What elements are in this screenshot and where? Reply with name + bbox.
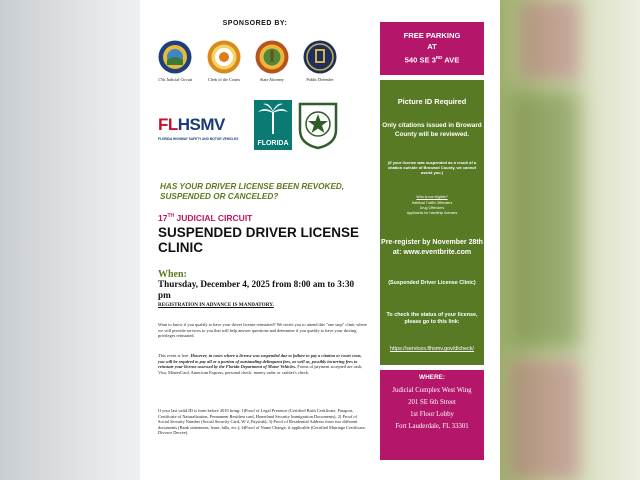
public-defender-seal-icon	[303, 40, 337, 74]
broward-only-notice: Only citations issued in Broward County will be reviewed.	[382, 122, 482, 138]
clerk-seal-icon	[207, 40, 241, 74]
flyer-document	[140, 0, 500, 480]
registration-notice: REGISTRATION IN ADVANCE IS MANDATORY.	[158, 302, 274, 308]
free-parking-box: FREE PARKING AT 540 SE 3RD AVE	[380, 22, 484, 75]
judicial-circuit-heading: 17TH JUDICIAL CIRCUIT	[158, 213, 253, 223]
not-eligible-item: Applicants for hardship licenses	[406, 211, 458, 215]
address-line: 1st Floor Lobby	[410, 411, 454, 418]
flhsmv-subtitle: FLORIDA HIGHWAY SAFETY AND MOTOR VEHICLES	[158, 137, 239, 141]
sponsored-by-heading: SPONSORED BY:	[222, 20, 288, 27]
sponsor-label: State Attorney	[259, 77, 285, 82]
palm-tree-icon	[254, 100, 292, 136]
eventbrite-event-name: (Suspended Driver License Clinic)	[388, 280, 476, 286]
documents-paragraph: If your last valid ID is from before 2010 bring: 1)Proof of Legal Presence (Certified Birth Certificate, Passport, Certificate of Naturalization, Permanent Resident card, Homeland Security Immigration Documents); 2) Proof of Social Security Number (Social Security Card, W-2, Paystub); 3) Proof of Residential Address from two different documents (Bank statements, lease, bills, etc.); 4)Proof of Name Change, if applicable (Certified Marriage Certificate, Divorce Decree).	[158, 408, 366, 436]
event-date-time: Thursday, December 4, 2025 from 8:00 am to 3:30 pm	[158, 279, 355, 300]
dlcheck-link[interactable]: https://services.flhsmv.gov/dlcheck/	[389, 346, 475, 352]
preregister-text: Pre-register by November 28th at: www.eventbrite.com	[381, 239, 483, 256]
not-eligible-item: Habitual Traffic Offenders	[411, 201, 453, 205]
blur-blob	[520, 0, 580, 80]
address-line: Fort Lauderdale, FL 33301	[395, 423, 469, 430]
state-attorney-seal-icon	[255, 40, 289, 74]
picture-id-required: Picture ID Required	[397, 97, 467, 106]
clinic-title: SUSPENDED DRIVER LICENSE CLINIC	[158, 225, 360, 255]
blurred-background-right	[500, 0, 640, 480]
sponsor-label: 17th Judicial Circuit	[157, 77, 193, 82]
blur-blob	[510, 90, 580, 350]
address-line: 201 SE 6th Street	[408, 399, 456, 406]
palm-logo-text: FLORIDA	[257, 140, 289, 147]
blur-blob	[510, 360, 580, 480]
address-line: Judicial Complex West Wing	[392, 387, 472, 394]
when-label: When:	[158, 269, 187, 280]
where-heading: WHERE:	[419, 374, 445, 381]
florida-palm-logo	[254, 100, 292, 150]
revoked-question: HAS YOUR DRIVER LICENSE BEEN REVOKED, SUSPENDED OR CANCELED?	[160, 182, 345, 201]
blurred-background-left	[0, 0, 140, 480]
sponsor-label: Public Defender	[306, 77, 334, 82]
fees-paragraph: This event is free. However, in cases where a license was suspended due to failure to pay a citation or court costs, you will be required to pay all or a portion of outstanding delinquent fees, as well as, possibly incurring fees to reinstate your license assessed by the Florida Department of Motor Vehicles. Forms of payment accepted are cash, Visa, MasterCard, American Express, personal check, money order or cashier's check.	[158, 353, 363, 375]
judicial-circuit-seal-icon	[158, 40, 192, 74]
sponsor-label: Clerk of the Courts	[207, 77, 241, 82]
check-status-text: To check the status of your license, please go to this link:	[386, 312, 478, 325]
not-eligible-heading: Who is not eligible?	[416, 195, 448, 199]
intro-paragraph: Want to know if you qualify to have your driver license reinstated? We invite you to attend this "one stop" clinic where we will provide services to you that will help answer questions and determine if you qualify to have your driving privileges reinstated.	[158, 322, 367, 339]
not-eligible-item: Drug Offenders	[419, 206, 445, 210]
where-box	[380, 370, 484, 460]
flhsmv-wordmark: FLHSMV	[158, 115, 225, 134]
outside-county-note: (If your license was suspended as a result of a citation outside of Broward County, we cannot assist you.)	[387, 160, 477, 175]
sheriff-badge-icon	[296, 100, 340, 150]
flhsmv-logo	[158, 115, 248, 149]
info-box	[380, 80, 484, 365]
